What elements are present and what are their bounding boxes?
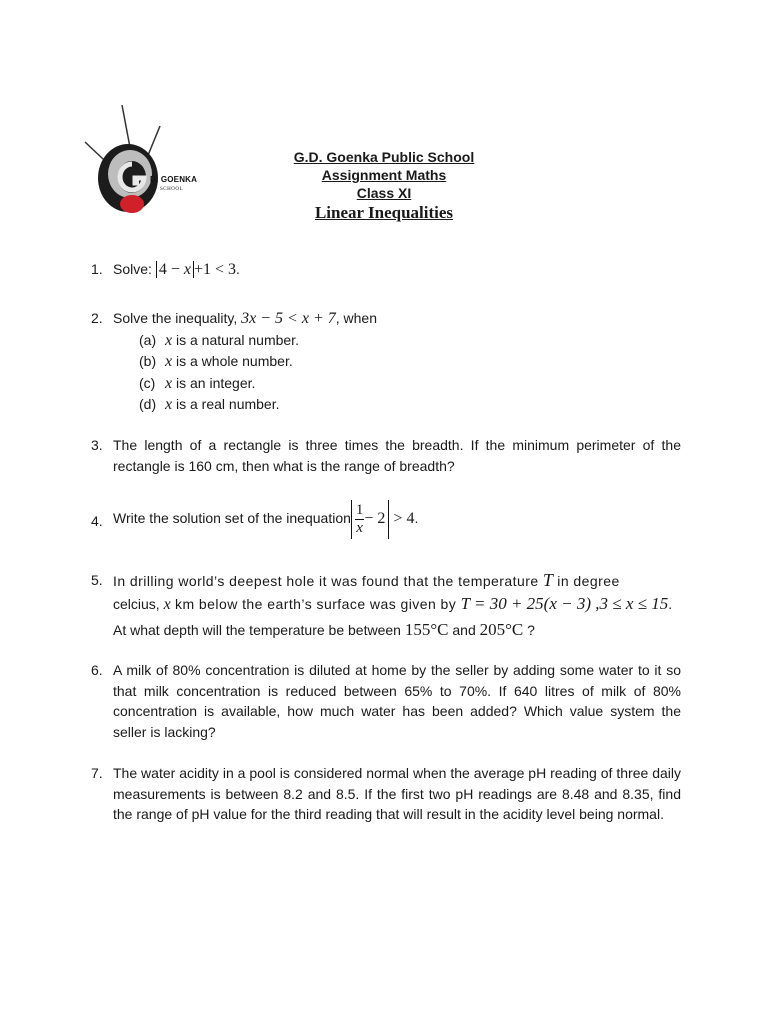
- option-b: (b) x is a whole number.: [139, 353, 293, 370]
- logo-subtext: SCHOOL: [160, 187, 184, 192]
- math-expression: 3x − 5 < x + 7: [241, 310, 336, 327]
- question-text: Solve:: [113, 261, 156, 277]
- question-3: [91, 435, 681, 476]
- question-number: 3.: [91, 437, 103, 453]
- option-d: (d) x is a real number.: [139, 396, 280, 413]
- question-7: [91, 763, 681, 825]
- topic-title: Linear Inequalities: [314, 203, 454, 222]
- assignment-title: Assignment Maths: [321, 167, 447, 183]
- question-number: 5.: [91, 572, 103, 588]
- question-number: 1.: [91, 261, 103, 277]
- option-a: (a) x is a natural number.: [139, 331, 299, 349]
- math-expression: +1 < 3: [193, 261, 236, 278]
- question-2: 2. Solve the inequality, 3x − 5 < x + 7, when (a) x is a natural number. (b) x is a whole number. (c) x is an integer. (d) x is a real number.: [91, 308, 681, 416]
- school-name: G.D. Goenka Public School: [293, 149, 475, 165]
- temperature-1: 155°C: [404, 620, 449, 639]
- question-text: The water acidity in a pool is considered normal when the average pH reading of three daily measurements is between 8.2 and 8.5. If the first two pH readings are 8.48 and 8.35, find the range of pH value for the third reading that will result in the acidity level being normal.: [113, 765, 681, 822]
- question-number: 2.: [91, 310, 103, 326]
- math-fraction: $\frac{1}{x}$: [355, 502, 364, 536]
- question-text: Write the solution set of the inequation: [113, 510, 351, 527]
- math-abs: 4 − x: [156, 261, 194, 278]
- question-5: 5. In drilling world’s deepest hole it was found that the temperature T in degree celcius, x km below the earth’s surface was given by T = 30 + 25(x − 3) ,3 ≤ x ≤ 15. At what depth will the temperature be between 155°C and 205°C ?: [91, 570, 673, 639]
- question-text: In drilling world’s deepest hole it was found that the temperature: [113, 573, 543, 589]
- question-text: Solve the inequality,: [113, 310, 242, 326]
- question-text: A milk of 80% concentration is diluted at home by the seller by adding some water to it so that milk concentration is reduced between 65% to 70%. If 640 litres of milk of 80% concentration is available, how much water has been added? Which value system the seller is lacking?: [113, 662, 681, 740]
- question-6: [91, 660, 681, 742]
- temperature-2: 205°C: [479, 620, 524, 639]
- math-abs: $\frac{1}{x}$ − 2: [351, 500, 390, 539]
- question-4: 4. Write the solution set of the inequation $\frac{1}{x}$ − 2 > 4.: [91, 500, 681, 539]
- question-number: 7.: [91, 765, 103, 781]
- question-text: The length of a rectangle is three times the breadth. If the minimum perimeter of the rectangle is 160 cm, then what is the range of breadth?: [113, 437, 681, 474]
- class-label: Class XI: [356, 185, 412, 201]
- question-number: 6.: [91, 662, 103, 678]
- logo-text: D. GOENKA: [150, 175, 198, 184]
- question-1: 1. Solve: 4 − x +1 < 3.: [91, 261, 240, 278]
- school-logo: [80, 100, 220, 225]
- school-logo-graphic: [80, 100, 220, 225]
- document-header: [234, 148, 534, 222]
- math-expression: > 4: [389, 510, 415, 528]
- question-number: 4.: [91, 513, 103, 529]
- option-c: (c) x is an integer.: [139, 374, 256, 392]
- math-formula: T = 30 + 25(x − 3) ,3 ≤ x ≤ 15: [460, 594, 669, 613]
